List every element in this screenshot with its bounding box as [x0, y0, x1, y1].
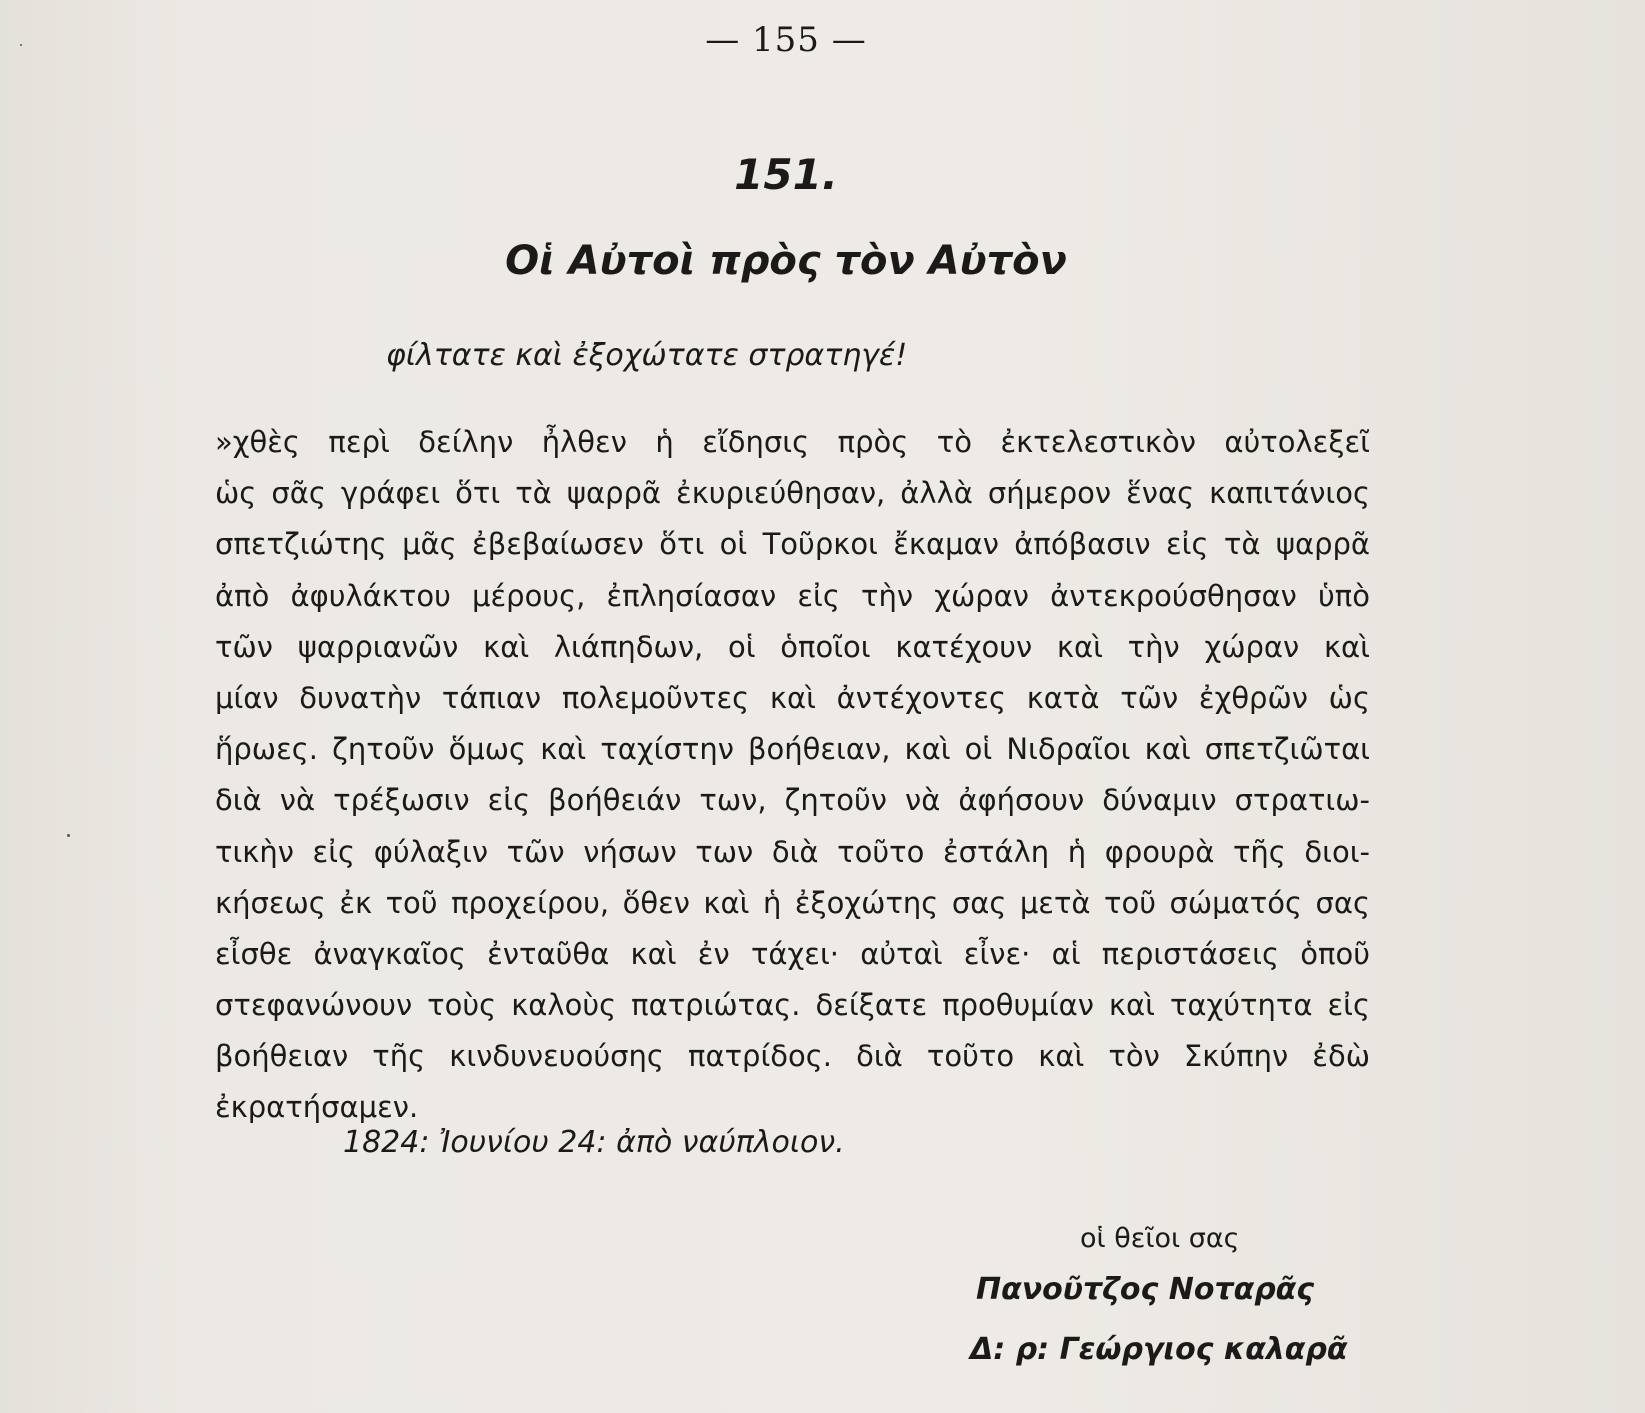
body-line: ὡς σᾶς γράφει ὅτι τὰ ψαρρᾶ ἐκυριεύθησαν, ἀλλὰ σήμερον ἕνας καπιτάνιος: [215, 476, 1370, 511]
body-line: εἶσθε ἀναγκαῖος ἐνταῦθα καὶ ἐν τάχει· αὐταὶ εἶνε· αἱ περιστάσεις ὁποῦ: [215, 936, 1370, 971]
body-line: ἀπὸ ἀφυλάκτου μέρους, ἐπλησίασαν εἰς τὴν χώραν ἀντεκρούσθησαν ὑπὸ: [215, 578, 1370, 613]
body-line: σπετζιώτης μᾶς ἐβεβαίωσεν ὅτι οἱ Τοῦρκοι ἔκαμαν ἀπόβασιν εἰς τὰ ψαρρᾶ: [215, 527, 1370, 562]
closing: οἱ θεῖοι σας: [1080, 1223, 1240, 1254]
body-line: τῶν ψαρριανῶν καὶ λιάπηδων, οἱ ὁποῖοι κατέχουν καὶ τὴν χώραν καὶ: [215, 629, 1370, 664]
paper-speck: [20, 44, 22, 46]
body-line: κήσεως ἐκ τοῦ προχείρου, ὅθεν καὶ ἡ ἐξοχώτης σας μετὰ τοῦ σώματός σας: [215, 885, 1370, 920]
paper-speck: [67, 834, 70, 837]
body-line: μίαν δυνατὴν τάπιαν πολεμοῦντες καὶ ἀντέχοντες κατὰ τῶν ἐχθρῶν ὡς: [215, 680, 1370, 715]
body-line: διὰ νὰ τρέξωσιν εἰς βοήθειάν των, ζητοῦν νὰ ἀφήσουν δύναμιν στρατιω-: [215, 783, 1370, 818]
body-line: »χθὲς περὶ δείλην ἦλθεν ἡ εἴδησις πρὸς τὸ ἐκτελεστικὸν αὐτολεξεῖ: [215, 425, 1370, 459]
letter-body: [215, 417, 1370, 1134]
page-number: — 155 —: [705, 20, 867, 60]
body-line: στεφανώνουν τοὺς καλοὺς πατριώτας. δείξατε προθυμίαν καὶ ταχύτητα εἰς: [215, 988, 1370, 1023]
body-line: ἥρωες. ζητοῦν ὅμως καὶ ταχίστην βοήθειαν, καὶ οἱ Νιδραῖοι καὶ σπετζιῶται: [215, 732, 1370, 767]
letter-title: Οἱ Αὐτοὶ πρὸς τὸν Αὐτὸν: [505, 238, 1067, 284]
salutation: φίλτατε καὶ ἐξοχώτατε στρατηγέ!: [386, 338, 908, 373]
date-line: 1824: Ἰουνίου 24: ἀπὸ ναύπλοιον.: [343, 1125, 845, 1160]
signature-kalaras: Δ: ρ: Γεώργιος καλαρᾶ: [970, 1332, 1348, 1367]
letter-number: 151.: [734, 150, 838, 199]
body-line: ἐκρατήσαμεν.: [215, 1090, 419, 1125]
body-line: βοήθειαν τῆς κινδυνευούσης πατρίδος. διὰ τοῦτο καὶ τὸν Σκύπην ἐδὼ: [215, 1039, 1370, 1074]
signature-notaras: Πανοῦτζος Νοταρᾶς: [976, 1272, 1315, 1307]
body-line: τικὴν εἰς φύλαξιν τῶν νήσων των διὰ τοῦτο ἐστάλη ἡ φρουρὰ τῆς διοι-: [215, 834, 1370, 869]
